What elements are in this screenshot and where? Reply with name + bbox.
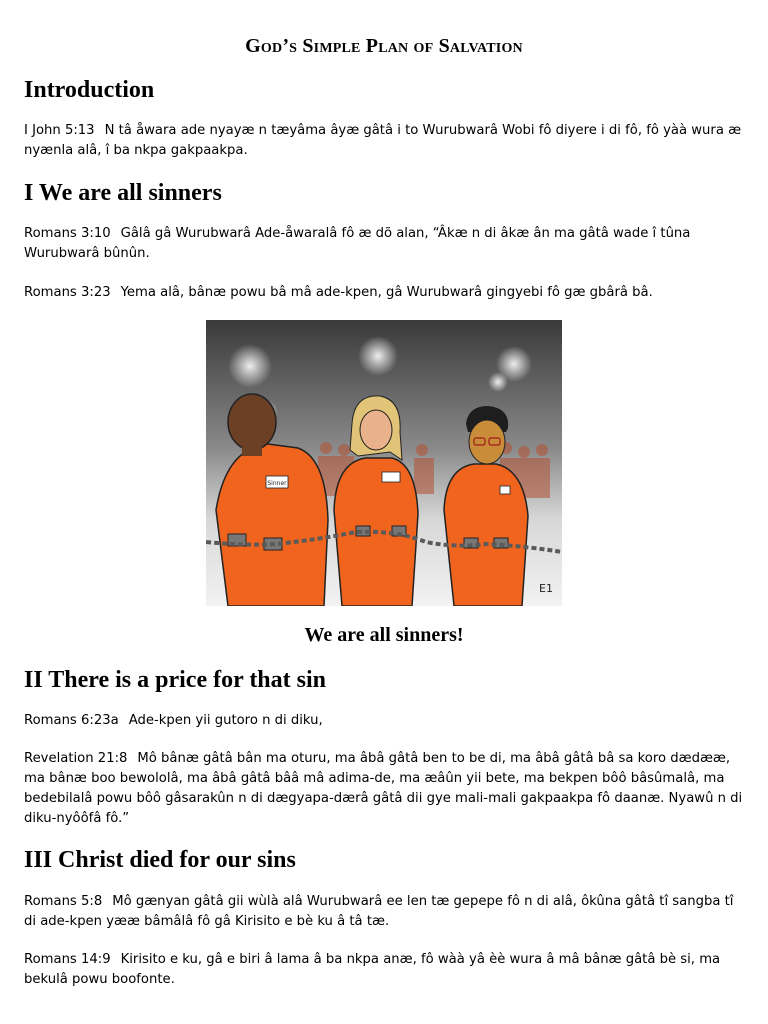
introduction-heading: Introduction <box>24 77 155 103</box>
section-2-heading: II There is a price for that sin <box>24 667 327 693</box>
badge-label: Sinner <box>267 480 287 487</box>
verse-text: Mô bânæ gâtâ bân ma oturu, ma âbâ gâtâ ben to be di, ma âbâ gâtâ bâ sa koro dædææ, ma bânæ boo bewololâ, ma âbâ gâtâ bââ mâ adima-de, ma æâûn yii bete, ma bekpen bôô bâsûmalâ, ma bedebilalâ powu bôô gâsarakûn n di dægyapa-dærâ gâtâ dii gye mali-mali gakpaakpa fô daanæ. Nyawû n di diku-nyôôfâ fô.” <box>24 751 743 826</box>
verse-reference: I John 5:13 <box>24 123 95 138</box>
section-1-heading: I We are all sinners <box>24 180 222 206</box>
section-3-heading: III Christ died for our sins <box>24 847 296 873</box>
verse-reference: Romans 3:23 <box>24 285 111 300</box>
verse-reference: Revelation 21:8 <box>24 751 128 766</box>
artist-signature: E1 <box>539 582 553 595</box>
prisoners-illustration <box>206 320 562 606</box>
introduction-verse <box>24 121 744 161</box>
verse-text: Gâlâ gâ Wurubwarâ Ade-åwaralâ fô æ dõ alan, “Âkæ n di âkæ ân ma gâtâ wade î tûna Wurubwarâ bûnûn. <box>24 226 691 261</box>
section-2-verse-1 <box>24 711 744 731</box>
section-1-verse-2 <box>24 283 744 303</box>
verse-text: Kirisito e ku, gâ e biri â lama â ba nkpa anæ, fô wàà yâ èè wura â mâ bânæ gâtâ bè si, ma bekulâ powu boofonte. <box>24 952 721 987</box>
illustration-caption: We are all sinners! <box>304 624 464 646</box>
section-3-verse-1 <box>24 892 744 932</box>
section-1-verse-1 <box>24 224 744 264</box>
section-2-verse-2 <box>24 749 744 829</box>
verse-reference: Romans 3:10 <box>24 226 111 241</box>
page-title: God’s Simple Plan of Salvation <box>245 35 523 57</box>
verse-text: Mô gænyan gâtâ gii wùlà alâ Wurubwarâ ee len tæ gepepe fô n di alâ, ôkûna gâtâ tî sangba tî di ade-kpen yææ bâmâlâ fô gâ Kirisito e bè ku â tâ tæ. <box>24 894 734 929</box>
verse-text: Ade-kpen yii gutoro n di diku, <box>128 713 323 728</box>
section-3-verse-2 <box>24 950 744 990</box>
prisoners-drawing <box>206 320 562 606</box>
verse-reference: Romans 14:9 <box>24 952 111 967</box>
verse-reference: Romans 5:8 <box>24 894 103 909</box>
verse-text: N tâ åwara ade nyayæ n tæyâma âyæ gâtâ i to Wurubwarâ Wobi fô diyere i di fô, fô yàà wura æ nyænla alâ, î ba nkpa gakpaakpa. <box>24 123 742 158</box>
verse-text: Yema alâ, bânæ powu bâ mâ ade-kpen, gâ Wurubwarâ gingyebi fô gæ gbârâ bâ. <box>120 285 653 300</box>
verse-reference: Romans 6:23a <box>24 713 119 728</box>
